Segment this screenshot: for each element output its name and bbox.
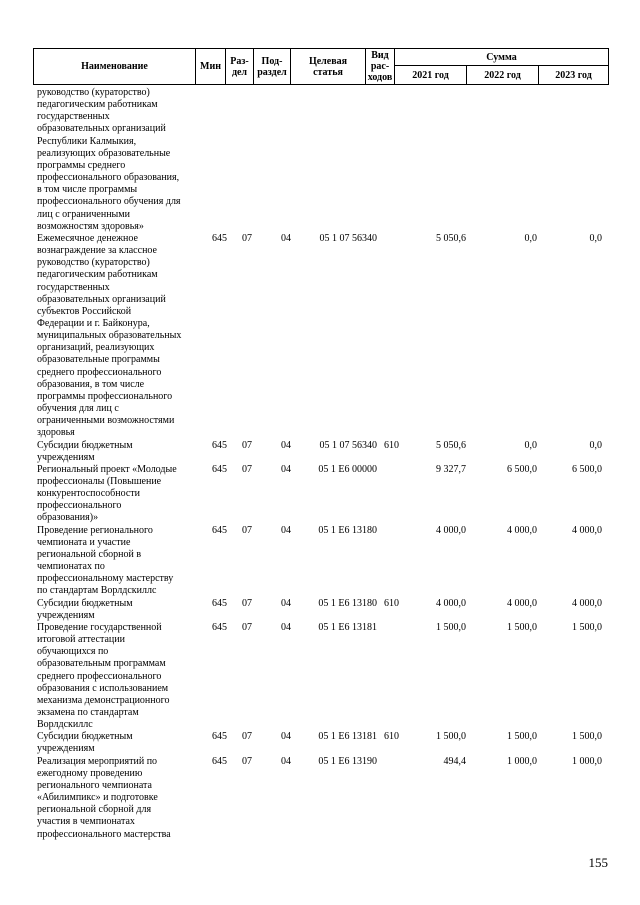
- row-2022: [466, 87, 537, 233]
- row-2021: 5 050,6: [436, 232, 466, 244]
- row-2021: 494,4: [443, 755, 466, 767]
- row-2022: 4 000,0: [507, 524, 537, 536]
- table-row: [0, 756, 640, 841]
- row-min: 645: [212, 463, 227, 475]
- row-vid: 610: [384, 439, 399, 451]
- row-2022: 4 000,0: [507, 597, 537, 609]
- row-2023: 4 000,0: [572, 524, 602, 536]
- row-2021: 4 000,0: [436, 524, 466, 536]
- row-razdel: 07: [242, 597, 252, 609]
- row-2022: 1 500,0: [507, 731, 537, 743]
- row-target: 05 1 E6 00000: [318, 463, 377, 475]
- row-name: Ежемесячное денежное вознаграждение за классное руководство (кураторство) педагогическим работникам государственных образовательных организаций субъектов Российской Федерации и г. Байконура, муниципальных образовательных организаций, реализующих образовательные программы среднего профессионального образования, в том числе программы профессионального обучения для лиц с ограниченными возможностями здоровья: [37, 232, 182, 439]
- row-target: 05 1 E6 13190: [318, 755, 377, 767]
- table-row: [0, 622, 640, 731]
- row-2021: 4 000,0: [436, 597, 466, 609]
- row-vid: 610: [384, 597, 399, 609]
- header-min: Мин: [196, 49, 226, 85]
- table-row: [0, 464, 640, 525]
- header-2021: 2021 год: [395, 66, 467, 85]
- row-vid: [377, 756, 399, 841]
- row-2023: 1 500,0: [572, 621, 602, 633]
- row-name: Проведение государственной итоговой аттестации обучающихся по образовательным программам среднего профессионального образования с использованием механизма демонстрационного экзамена по стандартам Ворлдскиллс: [37, 621, 170, 731]
- row-podrazdel: 04: [281, 621, 291, 633]
- row-name: Проведение регионального чемпионата и участие региональной сборной в чемпионатах по профессиональному мастерству по стандартам Ворлдскиллс: [37, 524, 174, 597]
- row-podrazdel: 04: [281, 463, 291, 475]
- row-2021: 5 050,6: [436, 439, 466, 451]
- row-2021: 1 500,0: [436, 731, 466, 743]
- row-2022: 0,0: [524, 232, 537, 244]
- row-2023: 6 500,0: [572, 463, 602, 475]
- header-podrazdel: Под- раздел: [254, 49, 291, 85]
- row-2022: 6 500,0: [507, 463, 537, 475]
- header-sum: Сумма: [395, 49, 609, 66]
- row-vid: 610: [384, 731, 399, 743]
- row-2023: 4 000,0: [572, 597, 602, 609]
- row-min: 645: [212, 731, 227, 743]
- row-min: 645: [212, 755, 227, 767]
- row-razdel: 07: [242, 731, 252, 743]
- row-2023: 1 000,0: [572, 755, 602, 767]
- row-podrazdel: 04: [281, 731, 291, 743]
- row-vid: [377, 87, 399, 233]
- table-row: [0, 731, 640, 755]
- row-2021: 1 500,0: [436, 621, 466, 633]
- row-target: [291, 87, 377, 233]
- row-vid: [377, 233, 399, 440]
- row-razdel: 07: [242, 439, 252, 451]
- row-target: 05 1 07 56340: [319, 439, 377, 451]
- row-min: 645: [212, 232, 227, 244]
- table-row: [0, 233, 640, 440]
- table-header: [33, 48, 609, 85]
- page-number: 155: [588, 855, 608, 870]
- row-min: 645: [212, 621, 227, 633]
- row-min: 645: [212, 524, 227, 536]
- header-name: Наименование: [34, 49, 196, 85]
- row-name: Субсидии бюджетным учреждениям: [37, 439, 133, 463]
- header-2022: 2022 год: [467, 66, 539, 85]
- row-name: Региональный проект «Молодые профессионалы (Повышение конкурентоспособности профессионального образования)»: [37, 463, 177, 524]
- table-row: [0, 87, 640, 233]
- table-row: [0, 598, 640, 622]
- row-vid: [377, 622, 399, 731]
- row-min: [195, 87, 227, 233]
- row-razdel: 07: [242, 463, 252, 475]
- header-target: Целевая статья: [291, 49, 366, 85]
- row-razdel: [227, 87, 252, 233]
- row-podrazdel: 04: [281, 439, 291, 451]
- row-target: 05 1 E6 13181: [318, 621, 377, 633]
- row-target: 05 1 E6 13180: [318, 597, 377, 609]
- row-2022: 1 000,0: [507, 755, 537, 767]
- row-name: руководство (кураторство) педагогическим работникам государственных образовательных организаций Республики Калмыкия, реализующих образовательные программы среднего профессионального образования, в том числе программы профессионального обучения для лиц с ограниченными возможностям здоровья»: [37, 87, 181, 232]
- table-row: [0, 440, 640, 464]
- row-2023: 0,0: [589, 232, 602, 244]
- row-podrazdel: [252, 87, 291, 233]
- row-2022: 0,0: [524, 439, 537, 451]
- row-vid: [377, 464, 399, 525]
- row-podrazdel: 04: [281, 755, 291, 767]
- row-podrazdel: 04: [281, 597, 291, 609]
- table-body: [0, 87, 640, 841]
- row-2022: 1 500,0: [507, 621, 537, 633]
- row-target: 05 1 07 56340: [319, 232, 377, 244]
- header-vid: Вид рас- ходов: [366, 49, 395, 85]
- row-razdel: 07: [242, 232, 252, 244]
- row-2023: 1 500,0: [572, 731, 602, 743]
- row-2021: [399, 87, 466, 233]
- table-row: [0, 525, 640, 598]
- row-podrazdel: 04: [281, 524, 291, 536]
- row-min: 645: [212, 597, 227, 609]
- row-razdel: 07: [242, 755, 252, 767]
- row-2021: 9 327,7: [436, 463, 466, 475]
- row-target: 05 1 E6 13180: [318, 524, 377, 536]
- row-min: 645: [212, 439, 227, 451]
- row-name: Субсидии бюджетным учреждениям: [37, 597, 133, 621]
- row-razdel: 07: [242, 621, 252, 633]
- header-razdel: Раз- дел: [226, 49, 254, 85]
- row-2023: [537, 87, 602, 233]
- row-name: Реализация мероприятий по ежегодному проведению регионального чемпионата «Абилимпикс» и подготовке региональной сборной для участия в чемпионатах профессионального мастерства: [37, 755, 171, 840]
- row-vid: [377, 525, 399, 598]
- row-razdel: 07: [242, 524, 252, 536]
- row-name: Субсидии бюджетным учреждениям: [37, 731, 133, 755]
- header-2023: 2023 год: [539, 66, 609, 85]
- row-podrazdel: 04: [281, 232, 291, 244]
- row-target: 05 1 E6 13181: [318, 731, 377, 743]
- row-2023: 0,0: [589, 439, 602, 451]
